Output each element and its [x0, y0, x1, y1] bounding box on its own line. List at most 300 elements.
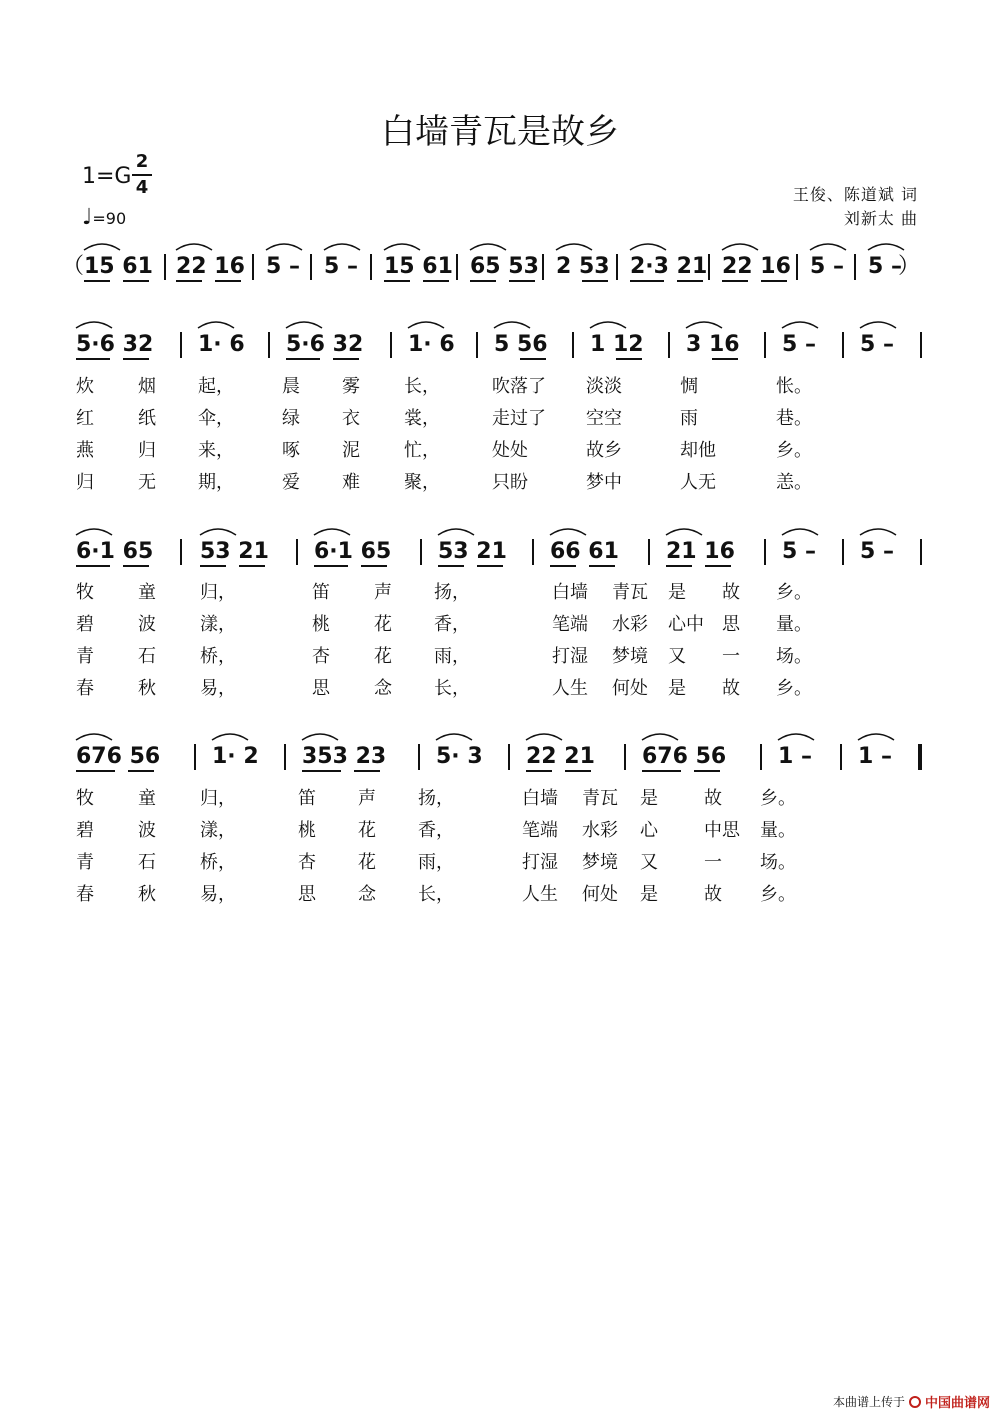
lyric-word: 打湿	[552, 646, 588, 667]
lyric-word: 乡。	[776, 582, 812, 603]
lyric-word: 怅。	[776, 376, 812, 397]
beam-underline	[666, 565, 692, 567]
lyric-verse-1	[0, 372, 1000, 396]
lyric-word: 乡。	[760, 788, 796, 809]
barline	[420, 539, 422, 565]
lyric-word: 纸	[138, 408, 156, 429]
lyric-word: 碧	[76, 820, 94, 841]
measure-4: 53 21	[438, 539, 507, 564]
lyric-verse-2	[0, 816, 1000, 840]
lyric-word: 青	[76, 646, 94, 667]
measure-5: 5 56	[494, 332, 548, 357]
lyric-verse-3	[0, 436, 1000, 460]
measure-7: 2 53	[556, 254, 610, 279]
slur-mark	[312, 523, 352, 537]
beam-underline	[565, 770, 591, 772]
beam-underline	[470, 280, 496, 282]
lyric-verse-2	[0, 404, 1000, 428]
barline	[310, 254, 312, 280]
slur-mark	[776, 728, 816, 742]
beam-underline	[123, 358, 149, 360]
lyric-word: 花	[374, 614, 392, 635]
beam-underline	[550, 565, 576, 567]
lyric-verse-3	[0, 848, 1000, 872]
measure-6: 21 16	[666, 539, 735, 564]
barline	[476, 332, 478, 358]
barline	[194, 744, 196, 770]
barline	[180, 332, 182, 358]
lyric-word: 桥，	[200, 646, 236, 667]
barline	[624, 744, 626, 770]
lyric-word: 牧	[76, 582, 94, 603]
lyric-word: 量。	[760, 820, 796, 841]
slur-mark	[492, 316, 532, 330]
barline	[668, 332, 670, 358]
lyric-word: 香，	[418, 820, 454, 841]
beam-underline	[302, 770, 341, 772]
lyric-word: 一	[704, 852, 722, 873]
beam-underline	[76, 770, 115, 772]
lyric-word: 念	[358, 884, 376, 905]
lyric-word: 香，	[434, 614, 470, 635]
lyric-word: 桃	[312, 614, 330, 635]
tempo-mark	[82, 205, 126, 230]
slur-mark	[264, 238, 304, 252]
lyric-word: 红	[76, 408, 94, 429]
lyric-word: 念	[374, 678, 392, 699]
composer-credit: 刘新太 曲	[843, 209, 918, 228]
slur-mark	[284, 316, 324, 330]
lyric-word: 啄	[282, 440, 300, 461]
lyric-word: 花	[358, 852, 376, 873]
barline	[796, 254, 798, 280]
measure-8: 5 –	[782, 332, 816, 357]
lyric-word: 巷。	[776, 408, 812, 429]
barline	[542, 254, 544, 280]
slur-mark	[82, 238, 122, 252]
lyric-word: 却他	[680, 440, 716, 461]
measure-5: 15 61	[384, 254, 453, 279]
slur-mark	[434, 728, 474, 742]
beam-underline	[642, 770, 681, 772]
barline	[164, 254, 166, 280]
barline	[180, 539, 182, 565]
slur-mark	[858, 316, 898, 330]
lyric-word: 花	[358, 820, 376, 841]
barline	[572, 332, 574, 358]
lyric-word: 漾，	[200, 614, 236, 635]
lyric-word: 故	[722, 678, 740, 699]
lyric-word: 晨	[282, 376, 300, 397]
lyric-word: 忙，	[404, 440, 440, 461]
lyric-word: 波	[138, 820, 156, 841]
intro-close-paren: ）	[898, 254, 921, 279]
lyric-word: 声	[358, 788, 376, 809]
slur-mark	[436, 523, 476, 537]
slur-mark	[198, 523, 238, 537]
lyric-word: 起，	[198, 376, 234, 397]
lyric-word: 梦境	[582, 852, 618, 873]
footer	[833, 1392, 990, 1411]
measure-2: 53 21	[200, 539, 269, 564]
slur-mark	[780, 316, 820, 330]
measure-1: 15 61	[84, 254, 153, 279]
lyric-word: 是	[668, 582, 686, 603]
lyric-word: 故	[722, 582, 740, 603]
beam-underline	[76, 358, 110, 360]
beam-underline	[361, 565, 387, 567]
lyric-word: 秋	[138, 678, 156, 699]
lyric-word: 长，	[434, 678, 470, 699]
lyric-word: 思	[298, 884, 316, 905]
beam-underline	[314, 565, 348, 567]
barline	[456, 254, 458, 280]
measure-8: 5 –	[860, 539, 894, 564]
lyric-word: 思	[722, 614, 740, 635]
slur-mark	[174, 238, 214, 252]
system-2	[0, 537, 1000, 567]
lyric-word: 乡。	[760, 884, 796, 905]
slur-mark	[382, 238, 422, 252]
lyric-word: 桥，	[200, 852, 236, 873]
lyric-word: 笔端	[552, 614, 588, 635]
measure-8: 1 –	[858, 744, 892, 769]
lyric-word: 烟	[138, 376, 156, 397]
lyric-word: 花	[374, 646, 392, 667]
page-title: 白墙青瓦是故乡	[381, 112, 619, 152]
slur-mark	[856, 728, 896, 742]
lyric-word: 笔端	[522, 820, 558, 841]
lyric-word: 长，	[404, 376, 440, 397]
lyric-word: 雾	[342, 376, 360, 397]
beam-underline	[589, 565, 615, 567]
slur-mark	[322, 238, 362, 252]
lyric-word: 归，	[200, 582, 236, 603]
measure-1: 5·6 32	[76, 332, 154, 357]
lyric-word: 水彩	[582, 820, 618, 841]
beam-underline	[215, 280, 241, 282]
lyric-word: 白墙	[552, 582, 588, 603]
measure-1: 6·1 65	[76, 539, 154, 564]
lyric-word: 秋	[138, 884, 156, 905]
slur-mark	[866, 238, 906, 252]
lyric-word: 故	[704, 788, 722, 809]
slur-mark	[300, 728, 340, 742]
measure-4: 1· 6	[408, 332, 455, 357]
lyric-word: 只盼	[492, 472, 528, 493]
lyric-word: 雨，	[418, 852, 454, 873]
lyric-word: 杏	[298, 852, 316, 873]
slur-mark	[808, 238, 848, 252]
beam-underline	[630, 280, 664, 282]
beam-underline	[509, 280, 535, 282]
slur-mark	[780, 523, 820, 537]
beam-underline	[582, 280, 608, 282]
lyric-word: 梦境	[612, 646, 648, 667]
beam-underline	[694, 770, 720, 772]
slur-mark	[628, 238, 668, 252]
lyric-word: 石	[138, 852, 156, 873]
lyric-word: 恙。	[776, 472, 812, 493]
lyric-verse-1	[0, 784, 1000, 808]
measure-9: 22 16	[722, 254, 791, 279]
lyric-word: 吹落了	[492, 376, 546, 397]
barline	[840, 744, 842, 770]
beam-underline	[477, 565, 503, 567]
lyric-word: 心中	[668, 614, 704, 635]
lyric-word: 波	[138, 614, 156, 635]
final-barline	[918, 744, 922, 770]
barline	[370, 254, 372, 280]
barline	[920, 539, 922, 565]
beam-underline	[384, 280, 410, 282]
system-1	[0, 330, 1000, 360]
footer-logo: 中国曲谱网	[924, 1396, 990, 1411]
site-logo-icon	[909, 1396, 921, 1408]
lyric-word: 场。	[776, 646, 812, 667]
barline	[648, 539, 650, 565]
beam-underline	[84, 280, 110, 282]
intro-open-paren: （	[62, 254, 85, 279]
lyric-word: 易，	[200, 884, 236, 905]
lyric-word: 笛	[312, 582, 330, 603]
lyric-word: 桃	[298, 820, 316, 841]
lyric-word: 青瓦	[582, 788, 618, 809]
lyric-word: 童	[138, 582, 156, 603]
lyric-word: 又	[640, 852, 658, 873]
beam-underline	[333, 358, 359, 360]
slur-mark	[210, 728, 250, 742]
lyric-verse-2	[0, 610, 1000, 634]
lyric-word: 场。	[760, 852, 796, 873]
beam-underline	[616, 358, 642, 360]
lyric-word: 炊	[76, 376, 94, 397]
lyric-word: 一	[722, 646, 740, 667]
lyric-word: 无	[138, 472, 156, 493]
lyric-word: 中思	[704, 820, 740, 841]
time-signature-bottom: 4	[135, 177, 149, 198]
barline	[390, 332, 392, 358]
system-3	[0, 742, 1000, 772]
lyric-word: 扬，	[434, 582, 470, 603]
lyric-word: 走过了	[492, 408, 546, 429]
beam-underline	[176, 280, 202, 282]
lyric-word: 牧	[76, 788, 94, 809]
lyric-word: 爱	[282, 472, 300, 493]
measure-2: 1· 2	[212, 744, 259, 769]
slur-mark	[468, 238, 508, 252]
lyric-word: 雨，	[434, 646, 470, 667]
slur-mark	[588, 316, 628, 330]
lyric-word: 来，	[198, 440, 234, 461]
beam-underline	[123, 565, 149, 567]
slur-mark	[74, 523, 114, 537]
beam-underline	[712, 358, 738, 360]
beam-underline	[76, 565, 110, 567]
beam-underline	[286, 358, 320, 360]
lyric-word: 淡淡	[586, 376, 622, 397]
lyric-word: 人生	[522, 884, 558, 905]
measure-4: 5 –	[324, 254, 358, 279]
measure-2: 1· 6	[198, 332, 245, 357]
lyric-word: 声	[374, 582, 392, 603]
lyric-word: 童	[138, 788, 156, 809]
lyric-word: 长，	[418, 884, 454, 905]
barline	[284, 744, 286, 770]
measure-6: 1 12	[590, 332, 644, 357]
lyric-word: 水彩	[612, 614, 648, 635]
lyric-word: 杏	[312, 646, 330, 667]
lyric-word: 泥	[342, 440, 360, 461]
barline	[616, 254, 618, 280]
measure-6: 65 53	[470, 254, 539, 279]
slur-mark	[720, 238, 760, 252]
lyric-word: 碧	[76, 614, 94, 635]
lyric-word: 乡。	[776, 678, 812, 699]
measure-5: 66 61	[550, 539, 619, 564]
lyric-word: 难	[342, 472, 360, 493]
barline	[296, 539, 298, 565]
slur-mark	[196, 316, 236, 330]
measure-8: 2·3 21	[630, 254, 708, 279]
beam-underline	[438, 565, 464, 567]
beam-underline	[722, 280, 748, 282]
lyric-word: 归	[138, 440, 156, 461]
lyric-verse-4	[0, 468, 1000, 492]
barline	[532, 539, 534, 565]
measure-3: 5·6 32	[286, 332, 364, 357]
footer-text: 本曲谱上传于	[832, 1395, 905, 1409]
lyric-word: 春	[76, 884, 94, 905]
lyric-word: 燕	[76, 440, 94, 461]
lyric-word: 期，	[198, 472, 234, 493]
slur-mark	[548, 523, 588, 537]
measure-6: 676 56	[642, 744, 727, 769]
lyric-word: 漾，	[200, 820, 236, 841]
lyric-word: 是	[640, 788, 658, 809]
lyric-verse-3	[0, 642, 1000, 666]
lyric-word: 青	[76, 852, 94, 873]
lyric-word: 惆	[680, 376, 698, 397]
measure-3: 353 23	[302, 744, 387, 769]
slur-mark	[684, 316, 724, 330]
lyric-word: 人无	[680, 472, 716, 493]
beam-underline	[423, 280, 449, 282]
lyric-word: 是	[640, 884, 658, 905]
barline	[842, 539, 844, 565]
measure-4: 5· 3	[436, 744, 483, 769]
measure-7: 3 16	[686, 332, 740, 357]
lyric-word: 易，	[200, 678, 236, 699]
lyric-verse-1	[0, 578, 1000, 602]
barline	[764, 332, 766, 358]
measure-1: 676 56	[76, 744, 161, 769]
lyric-word: 裳，	[404, 408, 440, 429]
barline	[764, 539, 766, 565]
lyric-word: 何处	[612, 678, 648, 699]
barline	[842, 332, 844, 358]
barline	[418, 744, 420, 770]
lyric-word: 人生	[552, 678, 588, 699]
lyric-word: 何处	[582, 884, 618, 905]
lyric-word: 青瓦	[612, 582, 648, 603]
lyric-word: 白墙	[522, 788, 558, 809]
beam-underline	[200, 565, 226, 567]
measure-9: 5 –	[860, 332, 894, 357]
barline	[760, 744, 762, 770]
barline	[708, 254, 710, 280]
slur-mark	[406, 316, 446, 330]
barline	[268, 332, 270, 358]
slur-mark	[74, 728, 114, 742]
lyric-word: 聚，	[404, 472, 440, 493]
lyric-word: 笛	[298, 788, 316, 809]
beam-underline	[123, 280, 149, 282]
lyric-verse-4	[0, 674, 1000, 698]
lyric-word: 伞，	[198, 408, 234, 429]
slur-mark	[74, 316, 114, 330]
lyric-word: 空空	[586, 408, 622, 429]
lyric-verse-4	[0, 880, 1000, 904]
time-signature-top: 2	[135, 151, 149, 172]
measure-10: 5 –	[810, 254, 844, 279]
lyric-word: 归	[76, 472, 94, 493]
lyricist-credit: 王俊、陈道斌 词	[792, 185, 918, 204]
beam-underline	[354, 770, 380, 772]
lyric-word: 石	[138, 646, 156, 667]
time-signature	[132, 152, 152, 198]
lyric-word: 绿	[282, 408, 300, 429]
quarter-note-icon: ♩	[82, 205, 93, 230]
lyric-word: 故	[704, 884, 722, 905]
key-signature: 1=G	[82, 164, 132, 189]
measure-7: 1 –	[778, 744, 812, 769]
slur-mark	[524, 728, 564, 742]
beam-underline	[526, 770, 552, 772]
lyric-word: 处处	[492, 440, 528, 461]
barline	[252, 254, 254, 280]
beam-underline	[705, 565, 731, 567]
measure-3: 6·1 65	[314, 539, 392, 564]
lyric-word: 心	[640, 820, 658, 841]
beam-underline	[761, 280, 787, 282]
slur-mark	[554, 238, 594, 252]
measure-11: 5 –	[868, 254, 902, 279]
measure-3: 5 –	[266, 254, 300, 279]
beam-underline	[677, 280, 703, 282]
lyric-word: 春	[76, 678, 94, 699]
barline	[854, 254, 856, 280]
lyric-word: 乡。	[776, 440, 812, 461]
lyric-word: 打湿	[522, 852, 558, 873]
intro-line	[0, 252, 1000, 282]
slur-mark	[640, 728, 680, 742]
beam-underline	[239, 565, 265, 567]
slur-mark	[858, 523, 898, 537]
lyric-word: 量。	[776, 614, 812, 635]
lyric-word: 归，	[200, 788, 236, 809]
lyric-word: 衣	[342, 408, 360, 429]
measure-5: 22 21	[526, 744, 595, 769]
measure-2: 22 16	[176, 254, 245, 279]
beam-underline	[128, 770, 154, 772]
lyric-word: 思	[312, 678, 330, 699]
lyric-word: 扬，	[418, 788, 454, 809]
barline	[920, 332, 922, 358]
lyric-word: 是	[668, 678, 686, 699]
slur-mark	[664, 523, 704, 537]
lyric-word: 故乡	[586, 440, 622, 461]
